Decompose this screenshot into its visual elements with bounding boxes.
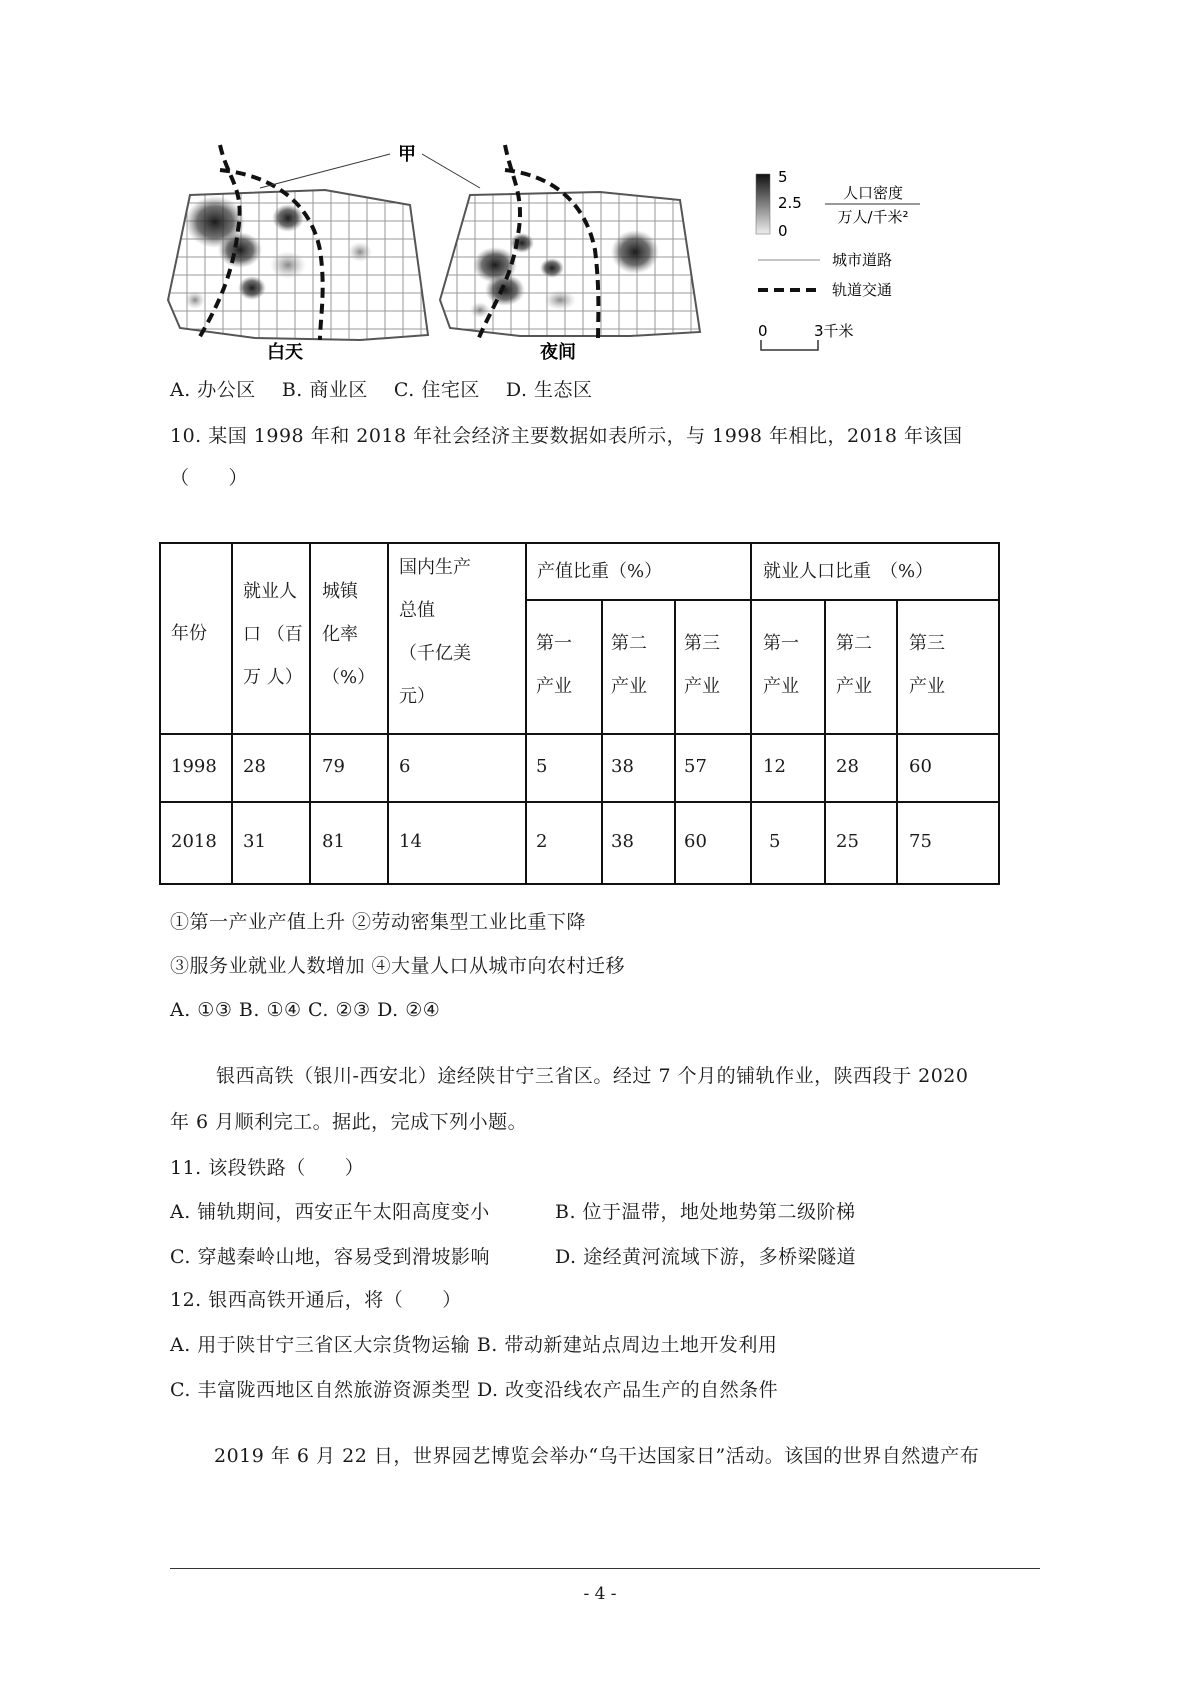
subheader-secondary: 第二: [836, 633, 872, 654]
subheader-industry: 产业: [611, 676, 647, 697]
scalebar: [761, 340, 818, 350]
q10-statements-1: ①第一产业产值上升 ②劳动密集型工业比重下降: [170, 911, 587, 933]
q10-paren: （ ）: [170, 467, 249, 489]
table-cell: 38: [611, 831, 634, 852]
table-cell: 12: [763, 756, 786, 777]
subheader-secondary: 第二: [611, 633, 647, 654]
header-employment-2: 口 （百: [243, 624, 303, 645]
q12-options-2: C. 丰富陇西地区自然旅游资源类型 D. 改变沿线农产品生产的自然条件: [170, 1379, 779, 1401]
day-map-caption: 白天: [267, 342, 303, 363]
map-legend: [756, 168, 920, 350]
table-cell: 79: [322, 756, 345, 777]
q11-option-a: A. 铺轨期间，西安正午太阳高度变小: [170, 1201, 490, 1223]
header-urban-2: 化率: [322, 624, 358, 645]
q9-options: A. 办公区 B. 商业区 C. 住宅区 D. 生态区: [170, 379, 593, 401]
passage-railway-line2: 年 6 月顺利完工。据此，完成下列小题。: [170, 1111, 528, 1133]
table-cell: 5: [536, 756, 548, 777]
subheader-industry: 产业: [836, 676, 872, 697]
table-cell: 57: [684, 756, 707, 777]
header-urban-1: 城镇: [322, 581, 358, 602]
header-output-share: 产值比重（%）: [537, 561, 663, 582]
header-employment-share: 就业人口比重 （%）: [763, 561, 934, 582]
table-cell: 5: [769, 831, 781, 852]
table-cell: 38: [611, 756, 634, 777]
night-map-caption: 夜间: [540, 342, 576, 363]
table-cell: 31: [243, 831, 266, 852]
header-gdp-3: （千亿美: [399, 643, 471, 664]
scalebar-zero: 0: [758, 322, 768, 340]
table-cell: 75: [909, 831, 932, 852]
passage-railway-line1: 银西高铁（银川-西安北）途经陕甘宁三省区。经过 7 个月的铺轨作业，陕西段于 2020: [216, 1065, 969, 1087]
table-cell: 25: [836, 831, 859, 852]
header-gdp-1: 国内生产: [399, 557, 471, 578]
header-employment-3: 万 人）: [243, 667, 303, 688]
subheader-tertiary: 第三: [684, 633, 720, 654]
header-employment-1: 就业人: [243, 581, 297, 602]
subheader-industry: 产业: [684, 676, 720, 697]
q12-stem: 12. 银西高铁开通后，将（ ）: [170, 1289, 462, 1311]
table-cell: 60: [909, 756, 932, 777]
table-cell: 60: [684, 831, 707, 852]
q11-option-b: B. 位于温带，地处地势第二级阶梯: [555, 1201, 856, 1223]
q10-choices: A. ①③ B. ①④ C. ②③ D. ②④: [170, 999, 441, 1021]
density-scale-bar: [756, 174, 770, 234]
table-cell: 2018: [171, 831, 217, 852]
table-cell: 14: [399, 831, 422, 852]
subheader-primary: 第一: [763, 633, 799, 654]
page-number: - 4 -: [583, 1584, 617, 1604]
density-unit: 万人/千米²: [837, 208, 909, 226]
header-gdp-2: 总值: [399, 600, 435, 621]
table-cell: 28: [836, 756, 859, 777]
q11-stem: 11. 该段铁路（ ）: [170, 1157, 365, 1179]
passage-uganda: 2019 年 6 月 22 日，世界园艺博览会举办“乌干达国家日”活动。该国的世界自然遗产布: [214, 1445, 980, 1467]
table-cell: 1998: [171, 756, 217, 777]
q12-options-1: A. 用于陕甘宁三省区大宗货物运输 B. 带动新建站点周边土地开发利用: [170, 1334, 778, 1356]
q10-stem: 10. 某国 1998 年和 2018 年社会经济主要数据如表所示，与 1998 年相比，2018 年该国: [170, 425, 963, 447]
footer-rule: [170, 1568, 1040, 1569]
table-cell: 2: [536, 831, 548, 852]
table-cell: 81: [322, 831, 345, 852]
subheader-industry: 产业: [536, 676, 572, 697]
subheader-industry: 产业: [763, 676, 799, 697]
scalebar-length: 3千米: [814, 322, 854, 340]
table-cell: 28: [243, 756, 266, 777]
table-cell: 6: [399, 756, 411, 777]
header-year: 年份: [171, 623, 207, 644]
header-gdp-4: 元）: [399, 686, 435, 707]
scale-min-label: 0: [778, 222, 788, 240]
subheader-tertiary: 第三: [909, 633, 945, 654]
road-legend-label: 城市道路: [832, 251, 893, 269]
night-map: [440, 145, 700, 363]
density-title: 人口密度: [842, 184, 904, 202]
q10-statements-2: ③服务业就业人数增加 ④大量人口从城市向农村迁移: [170, 955, 626, 977]
scale-max-label: 5: [778, 168, 788, 186]
rail-legend-label: 轨道交通: [832, 281, 893, 299]
q11-option-c: C. 穿越秦岭山地，容易受到滑坡影响: [170, 1246, 490, 1268]
header-urban-3: （%）: [322, 667, 376, 688]
pointer-label: 甲: [398, 144, 416, 165]
q10-data-table: [159, 542, 1000, 885]
q11-option-d: D. 途经黄河流域下游，多桥梁隧道: [555, 1246, 857, 1268]
subheader-primary: 第一: [536, 633, 572, 654]
population-density-figure: [160, 140, 1040, 400]
scale-mid-label: 2.5: [778, 194, 802, 212]
subheader-industry: 产业: [909, 676, 945, 697]
density-maps-svg: [160, 140, 1040, 400]
